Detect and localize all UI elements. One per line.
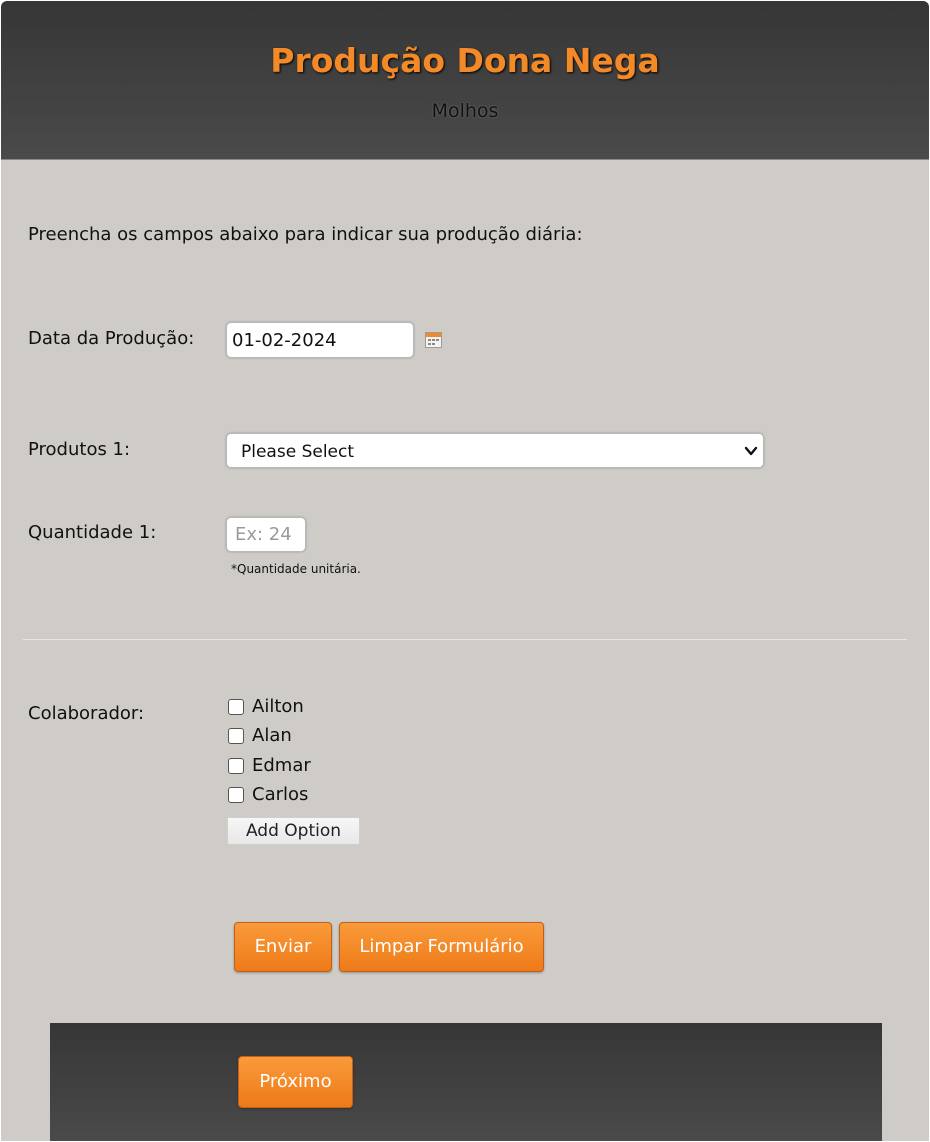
product-select[interactable] [226,433,764,468]
quantity-label: Quantidade 1: [28,522,157,543]
form-page [1,1,929,1141]
quantity-input[interactable] [226,517,306,552]
clear-form-button[interactable]: Limpar Formulário [339,922,544,972]
submit-button[interactable]: Enviar [234,922,332,972]
page-title: Produção Dona Nega [270,41,660,80]
checkbox[interactable] [228,758,244,774]
divider [23,639,907,640]
next-button[interactable]: Próximo [238,1056,353,1108]
checkbox-label: Ailton [252,696,304,717]
header [1,1,929,160]
checkbox-label: Edmar [252,755,311,776]
product-label: Produtos 1: [28,439,131,460]
page-subtitle: Molhos [431,100,499,122]
calendar-icon[interactable] [425,332,442,348]
date-input[interactable] [226,322,414,358]
checkbox-label: Alan [252,725,292,746]
footer-bar [50,1023,882,1141]
chevron-down-icon [743,444,759,458]
quantity-hint: *Quantidade unitária. [231,562,361,576]
product-select-value: Please Select [241,442,355,462]
form-intro: Preencha os campos abaixo para indicar sua produção diária: [28,224,583,245]
checkbox[interactable] [228,699,244,715]
collaborator-label: Colaborador: [28,703,145,724]
checkbox[interactable] [228,728,244,744]
date-label: Data da Produção: [28,328,195,349]
checkbox[interactable] [228,787,244,803]
add-option-button[interactable]: Add Option [227,817,360,845]
checkbox-label: Carlos [252,784,309,805]
